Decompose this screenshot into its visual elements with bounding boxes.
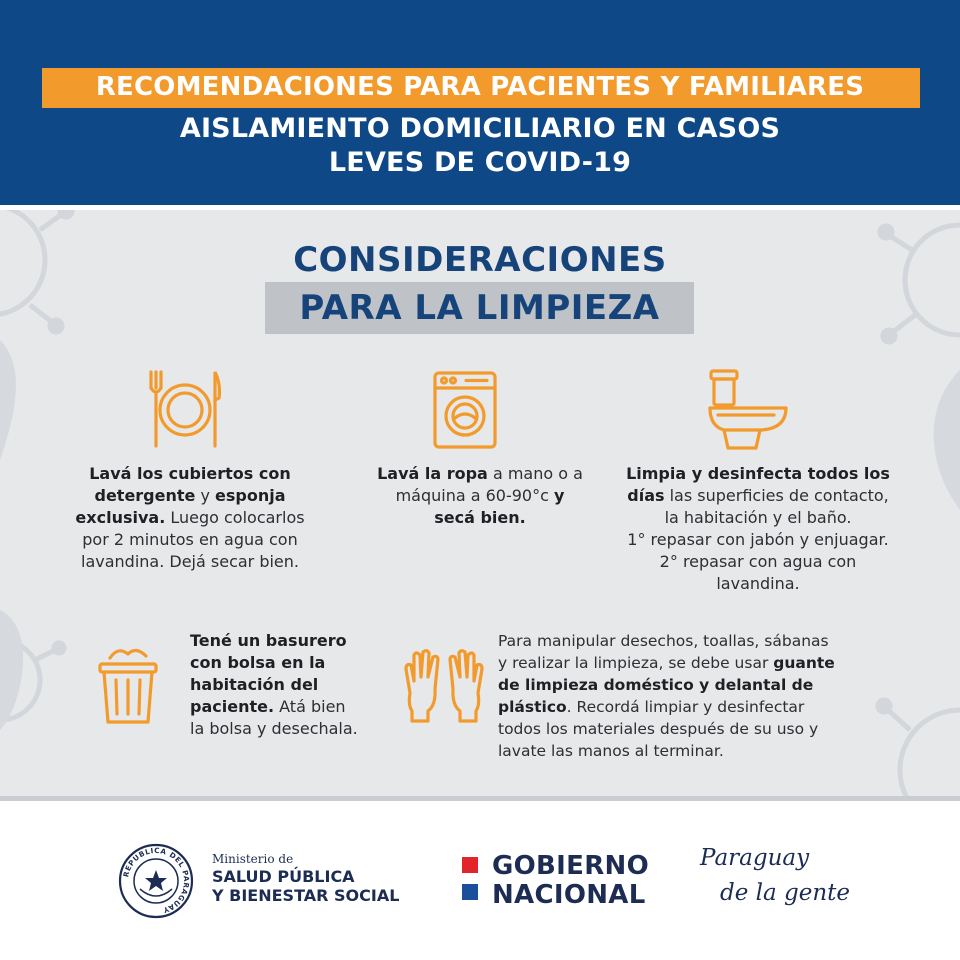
cleaning-panel [0,210,960,800]
ministry-line-2: Y BIENESTAR SOCIAL [212,886,400,905]
government-line-1: GOBIERNO [492,851,649,881]
gloves-text-l4a: plástico [498,698,567,716]
header-line-2: AISLAMIENTO DOMICILIARIO EN CASOS [179,113,781,144]
flag-blue-square [462,884,478,900]
gloves-text-l6: lavate las manos al terminar. [498,742,724,760]
section-title-line-2: PARA LA LIMPIEZA [299,288,660,328]
toilet-icon [706,368,790,452]
gloves-text-l1: Para manipular desechos, toallas, sábanas [498,632,829,650]
surfaces-instructions [598,463,918,595]
plate-fork-knife-icon [145,368,225,450]
gloves-instructions [498,630,928,762]
dishes-instructions [40,463,340,573]
laundry-text-l1b: a mano o a [487,464,583,483]
surfaces-text-l6: lavandina. [716,574,800,593]
gloves-text-l3: de limpieza doméstico y delantal de [498,676,814,694]
ministry-small-label: Ministerio de [212,852,294,866]
header-line-1: RECOMENDACIONES PARA PACIENTES Y FAMILIARES [95,72,865,102]
section-title-line-1: CONSIDERACIONES [293,240,667,280]
surfaces-text-l5: 2° repasar con agua con [659,552,857,571]
dishes-text-l5: lavandina. Dejá secar bien. [81,552,299,571]
dishes-text-l1: Lavá los cubiertos con [89,464,291,483]
gloves-text-l2a: y realizar la limpieza, se debe usar [498,654,774,672]
trash-text-l2: con bolsa en la [190,653,326,672]
header-banner [0,0,960,205]
slogan-line-1: Paraguay [700,845,810,871]
trash-text-l5: la bolsa y desechala. [190,719,358,738]
dishes-text-l2a: detergente [94,486,196,505]
trash-bin-icon [96,644,160,726]
surfaces-text-l3: la habitación y el baño. [664,508,852,527]
trash-instructions [190,630,410,740]
dishes-text-l4: por 2 minutos en agua con [82,530,298,549]
trash-text-l3: habitación del [190,675,319,694]
surfaces-text-l2b: las superficies de contacto, [664,486,889,505]
government-line-2: NACIONAL [492,880,646,910]
laundry-text-l2a: máquina a 60-90°c [395,486,554,505]
dishes-text-l2b: y [195,486,216,505]
dishes-text-l3b: Luego colocarlos [165,508,305,527]
flag-red-square [462,857,478,873]
surfaces-text-l4: 1° repasar con jabón y enjuagar. [627,530,889,549]
laundry-text-l1a: Lavá la ropa [377,464,488,483]
dishes-text-l3a: exclusiva. [75,508,166,527]
trash-text-l4b: Atá bien [274,697,346,716]
surfaces-text-l1: Limpia y desinfecta todos los [626,464,890,483]
slogan-line-2: de la gente [720,880,851,906]
gloves-icon [402,647,486,725]
surfaces-text-l2a: días [627,486,665,505]
laundry-instructions [330,463,630,529]
dishes-text-l2c: esponja [215,486,286,505]
laundry-text-l3: secá bien. [434,508,526,527]
gloves-text-l2b: guante [773,654,835,672]
ministry-line-1: SALUD PÚBLICA [212,867,355,886]
gloves-text-l5: todos los materiales después de su uso y [498,720,819,738]
trash-text-l4a: paciente. [190,697,275,716]
trash-text-l1: Tené un basurero [190,631,347,650]
paraguay-seal-icon [118,843,194,919]
washing-machine-icon [432,370,498,450]
gloves-text-l4b: . Recordá limpiar y desinfectar [566,698,805,716]
header-line-3: LEVES DE COVID-19 [328,147,632,178]
seal-text: REPUBLICA DEL PARAGUAY [121,845,192,916]
laundry-text-l2b: y [554,486,565,505]
